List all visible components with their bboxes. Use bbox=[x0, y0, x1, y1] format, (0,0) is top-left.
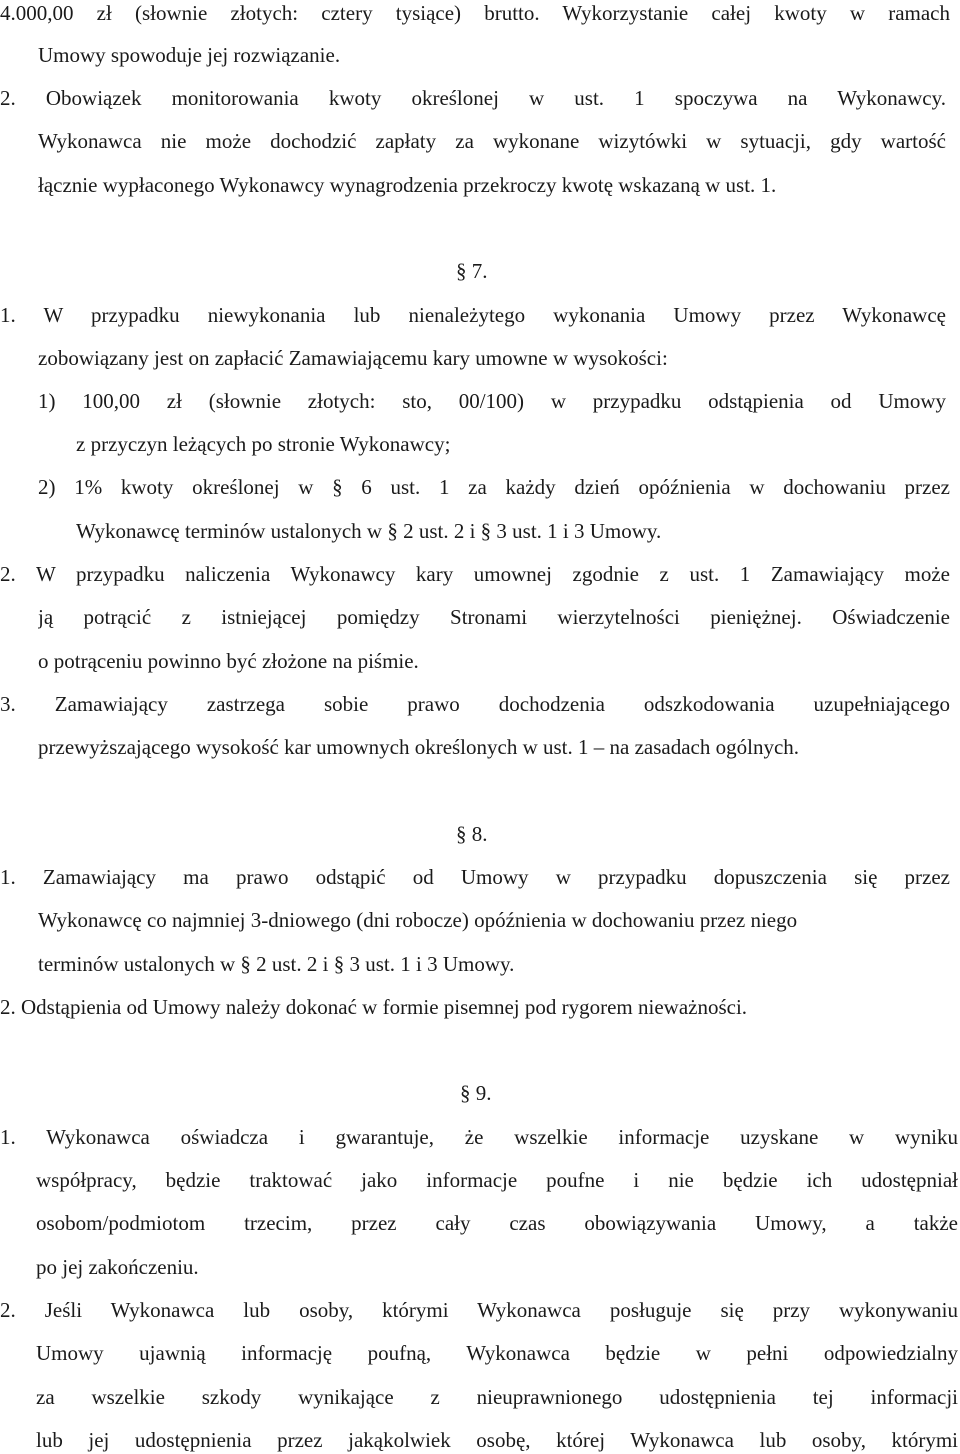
text-line: 2. Jeśli Wykonawca lub osoby, którymi Wykonawca posługuje się przy wykonywaniu bbox=[0, 1298, 958, 1322]
text-line: 4.000,00 zł (słownie złotych: cztery tysiące) brutto. Wykorzystanie całej kwoty w ramach bbox=[0, 1, 950, 25]
text-line: 3. Zamawiający zastrzega sobie prawo dochodzenia odszkodowania uzupełniającego bbox=[0, 692, 950, 716]
text-line: 1) 100,00 zł (słownie złotych: sto, 00/100) w przypadku odstąpienia od Umowy bbox=[38, 389, 946, 413]
section-heading: § 9. bbox=[460, 1081, 492, 1105]
text-line: zobowiązany jest on zapłacić Zamawiającemu kary umowne w wysokości: bbox=[38, 346, 668, 370]
text-line: o potrąceniu powinno być złożone na piśmie. bbox=[38, 649, 419, 673]
text-line: Umowy ujawnią informację poufną, Wykonawca będzie w pełni odpowiedzialny bbox=[36, 1341, 958, 1365]
text-line: ją potrącić z istniejącej pomiędzy Stronami wierzytelności pieniężnej. Oświadczenie bbox=[38, 605, 950, 629]
text-line: 2. Odstąpienia od Umowy należy dokonać w formie pisemnej pod rygorem nieważności. bbox=[0, 995, 748, 1019]
section-heading: § 8. bbox=[456, 822, 488, 846]
section-heading: § 7. bbox=[456, 259, 488, 283]
text-line: 2. W przypadku naliczenia Wykonawcy kary umownej zgodnie z ust. 1 Zamawiający może bbox=[0, 562, 950, 586]
text-line: 2) 1% kwoty określonej w § 6 ust. 1 za każdy dzień opóźnienia w dochowaniu przez bbox=[38, 475, 950, 499]
text-line: łącznie wypłaconego Wykonawcy wynagrodzenia przekroczy kwotę wskazaną w ust. 1. bbox=[38, 173, 777, 197]
text-line: współpracy, będzie traktować jako informacje poufne i nie będzie ich udostępniał bbox=[36, 1168, 958, 1192]
text-line: 2. Obowiązek monitorowania kwoty określonej w ust. 1 spoczywa na Wykonawcy. bbox=[0, 86, 946, 110]
text-line: 1. Zamawiający ma prawo odstąpić od Umowy w przypadku dopuszczenia się przez bbox=[0, 865, 950, 889]
text-line: osobom/podmiotom trzecim, przez cały czas obowiązywania Umowy, a także bbox=[36, 1211, 958, 1235]
text-line: 1. W przypadku niewykonania lub nienależytego wykonania Umowy przez Wykonawcę bbox=[0, 303, 946, 327]
text-line: z przyczyn leżących po stronie Wykonawcy; bbox=[76, 432, 451, 456]
text-line: terminów ustalonych w § 2 ust. 2 i § 3 ust. 1 i 3 Umowy. bbox=[38, 952, 515, 976]
text-line: za wszelkie szkody wynikające z nieuprawnionego udostępnienia tej informacji bbox=[36, 1385, 958, 1409]
text-line: Wykonawca nie może dochodzić zapłaty za wykonane wizytówki w sytuacji, gdy wartość bbox=[38, 129, 946, 153]
text-line: 1. Wykonawca oświadcza i gwarantuje, że wszelkie informacje uzyskane w wyniku bbox=[0, 1125, 958, 1149]
text-line: Wykonawcę terminów ustalonych w § 2 ust. 2 i § 3 ust. 1 i 3 Umowy. bbox=[76, 519, 662, 543]
text-line: przewyższającego wysokość kar umownych określonych w ust. 1 – na zasadach ogólnych. bbox=[38, 735, 800, 759]
text-line: lub jej udostępnienia przez jakąkolwiek osobę, której Wykonawca lub osoby, którymi bbox=[36, 1428, 958, 1452]
text-line: po jej zakończeniu. bbox=[36, 1255, 199, 1279]
text-line: Wykonawcę co najmniej 3-dniowego (dni robocze) opóźnienia w dochowaniu przez niego bbox=[38, 908, 798, 932]
text-line: Umowy spowoduje jej rozwiązanie. bbox=[38, 43, 341, 67]
